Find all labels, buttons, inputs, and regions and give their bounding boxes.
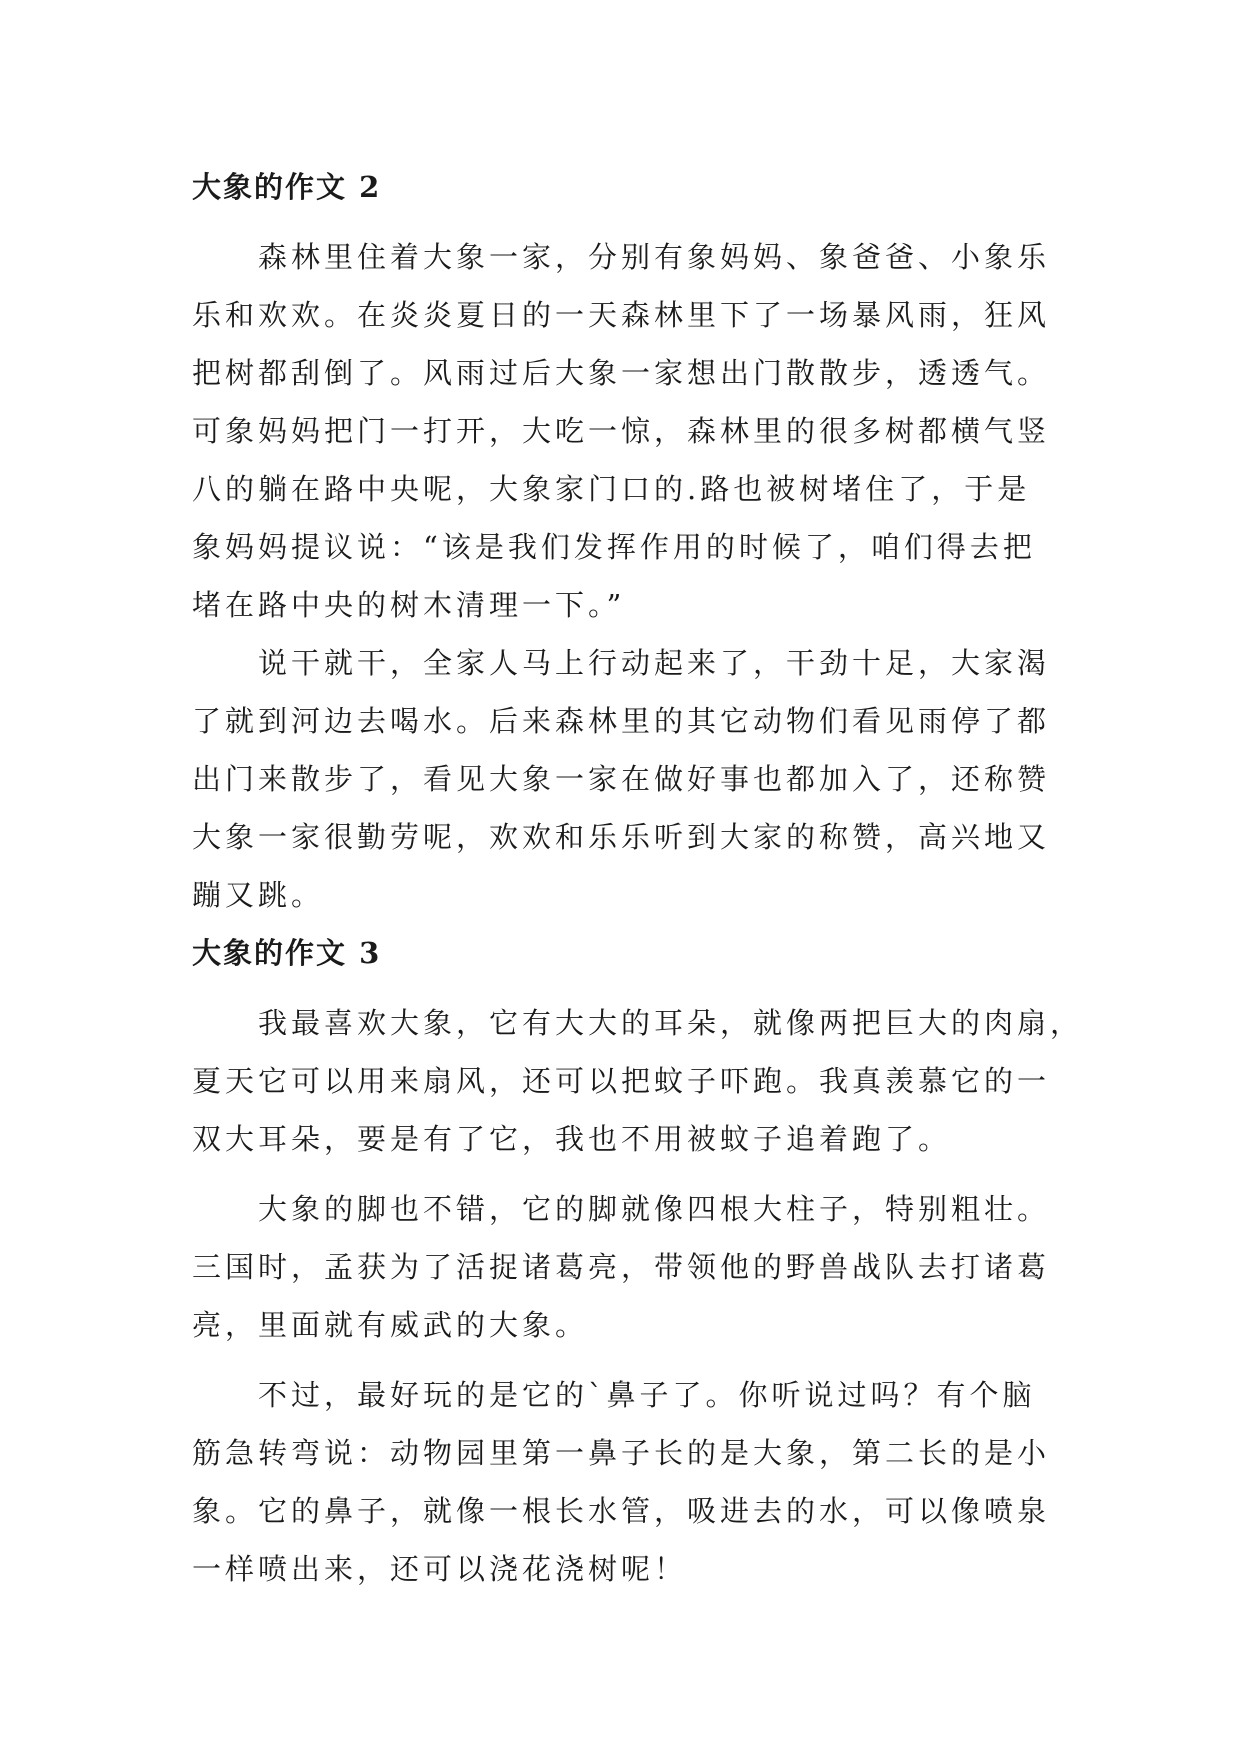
- text-line: 了就到河边去喝水。后来森林里的其它动物们看见雨停了都: [192, 704, 1051, 738]
- essay-section: [192, 158, 1062, 924]
- paragraph: [192, 228, 1062, 634]
- paragraph: [192, 1366, 1062, 1598]
- text-line: 说干就干，全家人马上行动起来了，干劲十足，大家渴: [258, 646, 1051, 680]
- text-line: 筋急转弯说：动物园里第一鼻子长的是大象，第二长的是小: [192, 1436, 1051, 1470]
- text-line: 亮，里面就有威武的大象。: [192, 1308, 589, 1342]
- text-line: 我最喜欢大象，它有大大的耳朵，就像两把巨大的肉扇，: [258, 1006, 1084, 1040]
- text-line: 象。它的鼻子，就像一根长水管，吸进去的水，可以像喷泉: [192, 1494, 1051, 1528]
- text-line: 大象的脚也不错，它的脚就像四根大柱子，特别粗壮。: [258, 1192, 1051, 1226]
- text-line: 象妈妈提议说：“该是我们发挥作用的时候了，咱们得去把: [192, 530, 1036, 564]
- text-line: 出门来散步了，看见大象一家在做好事也都加入了，还称赞: [192, 762, 1051, 796]
- text-line: 八的躺在路中央呢，大象家门口的.路也被树堵住了，于是: [192, 472, 1031, 506]
- section-heading: 大象的作文 3: [192, 936, 382, 970]
- text-line: 森林里住着大象一家，分别有象妈妈、象爸爸、小象乐: [258, 240, 1051, 274]
- text-line: 夏天它可以用来扇风，还可以把蚊子吓跑。我真羡慕它的一: [192, 1064, 1051, 1098]
- text-line: 蹦又跳。: [192, 878, 325, 912]
- text-line: 大象一家很勤劳呢，欢欢和乐乐听到大家的称赞，高兴地又: [192, 820, 1051, 854]
- section-heading: 大象的作文 2: [192, 170, 382, 204]
- text-line: 三国时，孟获为了活捉诸葛亮，带领他的野兽战队去打诸葛: [192, 1250, 1051, 1284]
- text-line: 把树都刮倒了。风雨过后大象一家想出门散散步，透透气。: [192, 356, 1051, 390]
- text-line: 双大耳朵，要是有了它，我也不用被蚊子追着跑了。: [192, 1122, 952, 1156]
- text-line: 堵在路中央的树木清理一下。”: [192, 588, 626, 622]
- paragraph: [192, 994, 1084, 1168]
- paragraph: [192, 1180, 1062, 1354]
- text-line: 一样喷出来，还可以浇花浇树呢！: [192, 1552, 688, 1586]
- paragraph: [192, 634, 1062, 924]
- text-line: 乐和欢欢。在炎炎夏日的一天森林里下了一场暴风雨，狂风: [192, 298, 1051, 332]
- text-line: 可象妈妈把门一打开，大吃一惊，森林里的很多树都横气竖: [192, 414, 1051, 448]
- essay-section: [192, 924, 1084, 1598]
- text-line: 不过，最好玩的是它的`鼻子了。你听说过吗？有个脑: [258, 1378, 1036, 1412]
- document-body: [192, 158, 1084, 1598]
